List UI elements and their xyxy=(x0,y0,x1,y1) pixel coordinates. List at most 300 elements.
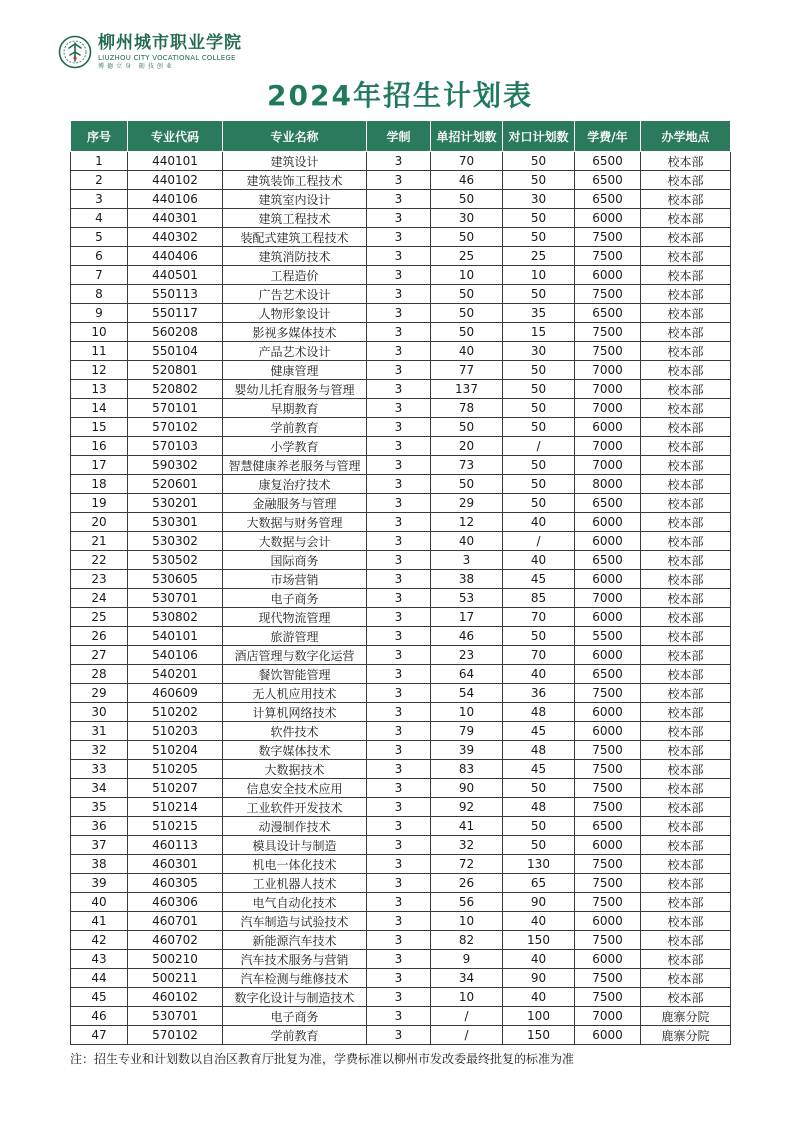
cell-major: 工业软件开发技术 xyxy=(223,798,367,817)
cell-index: 36 xyxy=(71,817,128,836)
cell-tuition: 7500 xyxy=(575,779,641,798)
cell-counterpart-plan: / xyxy=(503,437,575,456)
cell-location: 校本部 xyxy=(641,969,731,988)
cell-duration: 3 xyxy=(367,475,431,494)
cell-duration: 3 xyxy=(367,494,431,513)
cell-tuition: 6500 xyxy=(575,551,641,570)
cell-major: 早期教育 xyxy=(223,399,367,418)
cell-code: 510215 xyxy=(128,817,223,836)
cell-single-plan: 10 xyxy=(431,912,503,931)
cell-single-plan: 20 xyxy=(431,437,503,456)
table-row xyxy=(71,627,731,646)
table-row xyxy=(71,836,731,855)
cell-code: 460701 xyxy=(128,912,223,931)
cell-location: 校本部 xyxy=(641,665,731,684)
cell-single-plan: 64 xyxy=(431,665,503,684)
cell-single-plan: 29 xyxy=(431,494,503,513)
cell-major: 广告艺术设计 xyxy=(223,285,367,304)
cell-major: 软件技术 xyxy=(223,722,367,741)
cell-single-plan: 50 xyxy=(431,323,503,342)
cell-code: 440102 xyxy=(128,171,223,190)
cell-major: 建筑设计 xyxy=(223,152,367,171)
cell-counterpart-plan: 50 xyxy=(503,399,575,418)
table-row xyxy=(71,551,731,570)
cell-tuition: 7500 xyxy=(575,798,641,817)
cell-index: 8 xyxy=(71,285,128,304)
table-row xyxy=(71,817,731,836)
cell-major: 大数据技术 xyxy=(223,760,367,779)
cell-location: 校本部 xyxy=(641,171,731,190)
cell-code: 530301 xyxy=(128,513,223,532)
cell-major: 电子商务 xyxy=(223,1007,367,1026)
cell-counterpart-plan: 48 xyxy=(503,741,575,760)
cell-tuition: 6000 xyxy=(575,513,641,532)
cell-tuition: 7000 xyxy=(575,361,641,380)
cell-counterpart-plan: 40 xyxy=(503,513,575,532)
cell-major: 人物形象设计 xyxy=(223,304,367,323)
cell-major: 学前教育 xyxy=(223,418,367,437)
cell-tuition: 7000 xyxy=(575,399,641,418)
cell-tuition: 7500 xyxy=(575,285,641,304)
cell-location: 校本部 xyxy=(641,722,731,741)
cell-counterpart-plan: 50 xyxy=(503,475,575,494)
cell-single-plan: 46 xyxy=(431,627,503,646)
cell-location: 校本部 xyxy=(641,988,731,1007)
cell-code: 440302 xyxy=(128,228,223,247)
cell-counterpart-plan: 85 xyxy=(503,589,575,608)
cell-code: 520601 xyxy=(128,475,223,494)
cell-duration: 3 xyxy=(367,1007,431,1026)
cell-duration: 3 xyxy=(367,152,431,171)
cell-single-plan: 53 xyxy=(431,589,503,608)
cell-single-plan: 41 xyxy=(431,817,503,836)
cell-index: 9 xyxy=(71,304,128,323)
cell-index: 22 xyxy=(71,551,128,570)
cell-counterpart-plan: 150 xyxy=(503,931,575,950)
cell-major: 数字媒体技术 xyxy=(223,741,367,760)
cell-tuition: 6000 xyxy=(575,703,641,722)
cell-counterpart-plan: 130 xyxy=(503,855,575,874)
table-row xyxy=(71,969,731,988)
cell-location: 校本部 xyxy=(641,380,731,399)
cell-duration: 3 xyxy=(367,931,431,950)
cell-location: 校本部 xyxy=(641,741,731,760)
cell-tuition: 6000 xyxy=(575,608,641,627)
table-row xyxy=(71,342,731,361)
cell-duration: 3 xyxy=(367,247,431,266)
cell-tuition: 6000 xyxy=(575,836,641,855)
cell-counterpart-plan: 50 xyxy=(503,494,575,513)
cell-tuition: 7500 xyxy=(575,323,641,342)
cell-code: 530605 xyxy=(128,570,223,589)
table-row xyxy=(71,475,731,494)
cell-location: 校本部 xyxy=(641,703,731,722)
table-row xyxy=(71,418,731,437)
cell-counterpart-plan: 45 xyxy=(503,570,575,589)
cell-major: 计算机网络技术 xyxy=(223,703,367,722)
table-row xyxy=(71,437,731,456)
cell-single-plan: 50 xyxy=(431,285,503,304)
cell-single-plan: 79 xyxy=(431,722,503,741)
cell-tuition: 7000 xyxy=(575,589,641,608)
table-row xyxy=(71,874,731,893)
column-header-single-plan: 单招计划数 xyxy=(431,121,503,152)
cell-code: 460113 xyxy=(128,836,223,855)
table-row xyxy=(71,684,731,703)
cell-index: 33 xyxy=(71,760,128,779)
cell-index: 15 xyxy=(71,418,128,437)
cell-major: 建筑工程技术 xyxy=(223,209,367,228)
cell-single-plan: 26 xyxy=(431,874,503,893)
cell-counterpart-plan: 50 xyxy=(503,627,575,646)
cell-counterpart-plan: 90 xyxy=(503,969,575,988)
cell-counterpart-plan: 40 xyxy=(503,988,575,1007)
cell-counterpart-plan: 48 xyxy=(503,798,575,817)
cell-counterpart-plan: 35 xyxy=(503,304,575,323)
cell-code: 550113 xyxy=(128,285,223,304)
cell-single-plan: 50 xyxy=(431,304,503,323)
cell-tuition: 6000 xyxy=(575,912,641,931)
cell-counterpart-plan: 15 xyxy=(503,323,575,342)
cell-duration: 3 xyxy=(367,228,431,247)
table-row xyxy=(71,399,731,418)
cell-counterpart-plan: 10 xyxy=(503,266,575,285)
cell-duration: 3 xyxy=(367,1026,431,1045)
cell-duration: 3 xyxy=(367,836,431,855)
cell-single-plan: 54 xyxy=(431,684,503,703)
cell-index: 30 xyxy=(71,703,128,722)
cell-index: 35 xyxy=(71,798,128,817)
cell-index: 1 xyxy=(71,152,128,171)
table-row xyxy=(71,190,731,209)
cell-location: 校本部 xyxy=(641,874,731,893)
cell-duration: 3 xyxy=(367,532,431,551)
cell-single-plan: 34 xyxy=(431,969,503,988)
cell-location: 校本部 xyxy=(641,931,731,950)
cell-duration: 3 xyxy=(367,513,431,532)
cell-single-plan: 46 xyxy=(431,171,503,190)
cell-duration: 3 xyxy=(367,266,431,285)
cell-single-plan: 50 xyxy=(431,190,503,209)
cell-index: 12 xyxy=(71,361,128,380)
cell-major: 康复治疗技术 xyxy=(223,475,367,494)
cell-counterpart-plan: 50 xyxy=(503,209,575,228)
table-row xyxy=(71,456,731,475)
cell-code: 500210 xyxy=(128,950,223,969)
table-row xyxy=(71,209,731,228)
cell-index: 34 xyxy=(71,779,128,798)
cell-index: 32 xyxy=(71,741,128,760)
cell-duration: 3 xyxy=(367,798,431,817)
cell-single-plan: 30 xyxy=(431,209,503,228)
table-row xyxy=(71,893,731,912)
cell-code: 460102 xyxy=(128,988,223,1007)
cell-major: 小学教育 xyxy=(223,437,367,456)
cell-duration: 3 xyxy=(367,950,431,969)
cell-counterpart-plan: 50 xyxy=(503,361,575,380)
cell-major: 汽车检测与维修技术 xyxy=(223,969,367,988)
column-header-index: 序号 xyxy=(71,121,128,152)
table-row xyxy=(71,931,731,950)
cell-code: 440106 xyxy=(128,190,223,209)
cell-major: 旅游管理 xyxy=(223,627,367,646)
cell-location: 校本部 xyxy=(641,855,731,874)
column-header-code: 专业代码 xyxy=(128,121,223,152)
table-row xyxy=(71,722,731,741)
cell-code: 530802 xyxy=(128,608,223,627)
table-row xyxy=(71,152,731,171)
table-row xyxy=(71,323,731,342)
cell-major: 学前教育 xyxy=(223,1026,367,1045)
cell-duration: 3 xyxy=(367,171,431,190)
cell-index: 27 xyxy=(71,646,128,665)
cell-duration: 3 xyxy=(367,437,431,456)
cell-location: 校本部 xyxy=(641,437,731,456)
cell-tuition: 6000 xyxy=(575,722,641,741)
table-row xyxy=(71,760,731,779)
cell-code: 550117 xyxy=(128,304,223,323)
cell-single-plan: 56 xyxy=(431,893,503,912)
cell-location: 校本部 xyxy=(641,361,731,380)
cell-major: 汽车制造与试验技术 xyxy=(223,912,367,931)
cell-counterpart-plan: 65 xyxy=(503,874,575,893)
cell-location: 校本部 xyxy=(641,608,731,627)
table-row xyxy=(71,798,731,817)
cell-index: 47 xyxy=(71,1026,128,1045)
cell-tuition: 7500 xyxy=(575,228,641,247)
cell-location: 校本部 xyxy=(641,779,731,798)
cell-major: 大数据与会计 xyxy=(223,532,367,551)
table-row xyxy=(71,513,731,532)
cell-major: 影视多媒体技术 xyxy=(223,323,367,342)
table-row xyxy=(71,1026,731,1045)
table-row xyxy=(71,304,731,323)
cell-single-plan: 78 xyxy=(431,399,503,418)
cell-duration: 3 xyxy=(367,209,431,228)
cell-single-plan: 40 xyxy=(431,342,503,361)
cell-location: 校本部 xyxy=(641,152,731,171)
cell-tuition: 7500 xyxy=(575,855,641,874)
cell-location: 校本部 xyxy=(641,190,731,209)
cell-major: 新能源汽车技术 xyxy=(223,931,367,950)
cell-counterpart-plan: 45 xyxy=(503,760,575,779)
cell-tuition: 6500 xyxy=(575,152,641,171)
cell-tuition: 7000 xyxy=(575,380,641,399)
cell-location: 校本部 xyxy=(641,836,731,855)
cell-code: 560208 xyxy=(128,323,223,342)
cell-location: 校本部 xyxy=(641,418,731,437)
cell-duration: 3 xyxy=(367,285,431,304)
cell-location: 校本部 xyxy=(641,646,731,665)
school-logo-text xyxy=(98,32,242,70)
cell-location: 校本部 xyxy=(641,950,731,969)
cell-index: 44 xyxy=(71,969,128,988)
cell-duration: 3 xyxy=(367,380,431,399)
table-row xyxy=(71,494,731,513)
cell-single-plan: 92 xyxy=(431,798,503,817)
cell-tuition: 6000 xyxy=(575,570,641,589)
cell-duration: 3 xyxy=(367,703,431,722)
cell-index: 25 xyxy=(71,608,128,627)
cell-tuition: 5500 xyxy=(575,627,641,646)
cell-counterpart-plan: 150 xyxy=(503,1026,575,1045)
cell-tuition: 7500 xyxy=(575,969,641,988)
cell-index: 13 xyxy=(71,380,128,399)
cell-index: 5 xyxy=(71,228,128,247)
cell-index: 4 xyxy=(71,209,128,228)
cell-index: 40 xyxy=(71,893,128,912)
cell-code: 590302 xyxy=(128,456,223,475)
cell-duration: 3 xyxy=(367,608,431,627)
cell-index: 26 xyxy=(71,627,128,646)
cell-single-plan: 70 xyxy=(431,152,503,171)
cell-location: 校本部 xyxy=(641,570,731,589)
cell-location: 校本部 xyxy=(641,304,731,323)
cell-major: 建筑消防技术 xyxy=(223,247,367,266)
cell-tuition: 8000 xyxy=(575,475,641,494)
cell-single-plan: 137 xyxy=(431,380,503,399)
school-name: 柳州城市职业学院 xyxy=(98,32,242,53)
cell-location: 校本部 xyxy=(641,494,731,513)
cell-tuition: 6000 xyxy=(575,646,641,665)
cell-major: 无人机应用技术 xyxy=(223,684,367,703)
cell-code: 440301 xyxy=(128,209,223,228)
cell-location: 校本部 xyxy=(641,209,731,228)
cell-major: 模具设计与制造 xyxy=(223,836,367,855)
cell-tuition: 7500 xyxy=(575,247,641,266)
cell-code: 510205 xyxy=(128,760,223,779)
table-row xyxy=(71,855,731,874)
cell-tuition: 7500 xyxy=(575,342,641,361)
column-header-major: 专业名称 xyxy=(223,121,367,152)
cell-code: 460609 xyxy=(128,684,223,703)
cell-major: 装配式建筑工程技术 xyxy=(223,228,367,247)
cell-duration: 3 xyxy=(367,627,431,646)
cell-major: 工程造价 xyxy=(223,266,367,285)
cell-counterpart-plan: 100 xyxy=(503,1007,575,1026)
cell-counterpart-plan: 30 xyxy=(503,342,575,361)
cell-counterpart-plan: 50 xyxy=(503,228,575,247)
cell-location: 校本部 xyxy=(641,323,731,342)
cell-single-plan: 50 xyxy=(431,418,503,437)
cell-major: 餐饮智能管理 xyxy=(223,665,367,684)
cell-duration: 3 xyxy=(367,361,431,380)
cell-index: 43 xyxy=(71,950,128,969)
cell-code: 500211 xyxy=(128,969,223,988)
cell-index: 21 xyxy=(71,532,128,551)
cell-single-plan: / xyxy=(431,1007,503,1026)
cell-code: 570103 xyxy=(128,437,223,456)
cell-code: 570101 xyxy=(128,399,223,418)
table-row xyxy=(71,228,731,247)
cell-tuition: 7500 xyxy=(575,760,641,779)
cell-location: 校本部 xyxy=(641,475,731,494)
cell-counterpart-plan: 50 xyxy=(503,171,575,190)
cell-code: 520802 xyxy=(128,380,223,399)
cell-major: 信息安全技术应用 xyxy=(223,779,367,798)
school-header xyxy=(58,32,242,72)
cell-single-plan: 12 xyxy=(431,513,503,532)
cell-code: 460306 xyxy=(128,893,223,912)
table-header-row xyxy=(71,121,731,152)
cell-tuition: 6500 xyxy=(575,171,641,190)
cell-major: 大数据与财务管理 xyxy=(223,513,367,532)
cell-single-plan: 77 xyxy=(431,361,503,380)
cell-single-plan: 9 xyxy=(431,950,503,969)
cell-major: 工业机器人技术 xyxy=(223,874,367,893)
cell-code: 510214 xyxy=(128,798,223,817)
cell-tuition: 7500 xyxy=(575,931,641,950)
column-header-counterpart-plan: 对口计划数 xyxy=(503,121,575,152)
table-row xyxy=(71,741,731,760)
cell-duration: 3 xyxy=(367,304,431,323)
cell-code: 440101 xyxy=(128,152,223,171)
cell-location: 鹿寨分院 xyxy=(641,1026,731,1045)
cell-index: 10 xyxy=(71,323,128,342)
cell-major: 汽车技术服务与营销 xyxy=(223,950,367,969)
cell-index: 37 xyxy=(71,836,128,855)
cell-counterpart-plan: 50 xyxy=(503,817,575,836)
column-header-location: 办学地点 xyxy=(641,121,731,152)
cell-tuition: 7000 xyxy=(575,456,641,475)
cell-location: 校本部 xyxy=(641,285,731,304)
cell-code: 540101 xyxy=(128,627,223,646)
cell-location: 校本部 xyxy=(641,399,731,418)
table-row xyxy=(71,665,731,684)
cell-duration: 3 xyxy=(367,190,431,209)
cell-index: 14 xyxy=(71,399,128,418)
cell-location: 校本部 xyxy=(641,551,731,570)
cell-counterpart-plan: 40 xyxy=(503,950,575,969)
school-logo-icon xyxy=(58,35,92,69)
cell-tuition: 6500 xyxy=(575,665,641,684)
table-row xyxy=(71,779,731,798)
table-row xyxy=(71,171,731,190)
cell-duration: 3 xyxy=(367,912,431,931)
table-row xyxy=(71,608,731,627)
table-body xyxy=(71,152,731,1045)
cell-single-plan: 39 xyxy=(431,741,503,760)
cell-duration: 3 xyxy=(367,418,431,437)
table-row xyxy=(71,646,731,665)
cell-major: 国际商务 xyxy=(223,551,367,570)
cell-index: 42 xyxy=(71,931,128,950)
cell-duration: 3 xyxy=(367,969,431,988)
cell-index: 41 xyxy=(71,912,128,931)
cell-index: 38 xyxy=(71,855,128,874)
table-row xyxy=(71,589,731,608)
cell-duration: 3 xyxy=(367,456,431,475)
cell-index: 3 xyxy=(71,190,128,209)
cell-single-plan: 38 xyxy=(431,570,503,589)
cell-major: 电子商务 xyxy=(223,589,367,608)
cell-code: 460301 xyxy=(128,855,223,874)
table-row xyxy=(71,950,731,969)
table-row xyxy=(71,912,731,931)
cell-single-plan: 25 xyxy=(431,247,503,266)
cell-code: 510204 xyxy=(128,741,223,760)
cell-single-plan: 17 xyxy=(431,608,503,627)
cell-counterpart-plan: 90 xyxy=(503,893,575,912)
cell-major: 健康管理 xyxy=(223,361,367,380)
cell-duration: 3 xyxy=(367,399,431,418)
cell-counterpart-plan: 50 xyxy=(503,779,575,798)
cell-index: 20 xyxy=(71,513,128,532)
cell-code: 550104 xyxy=(128,342,223,361)
table-row xyxy=(71,570,731,589)
cell-code: 540106 xyxy=(128,646,223,665)
cell-single-plan: 10 xyxy=(431,703,503,722)
